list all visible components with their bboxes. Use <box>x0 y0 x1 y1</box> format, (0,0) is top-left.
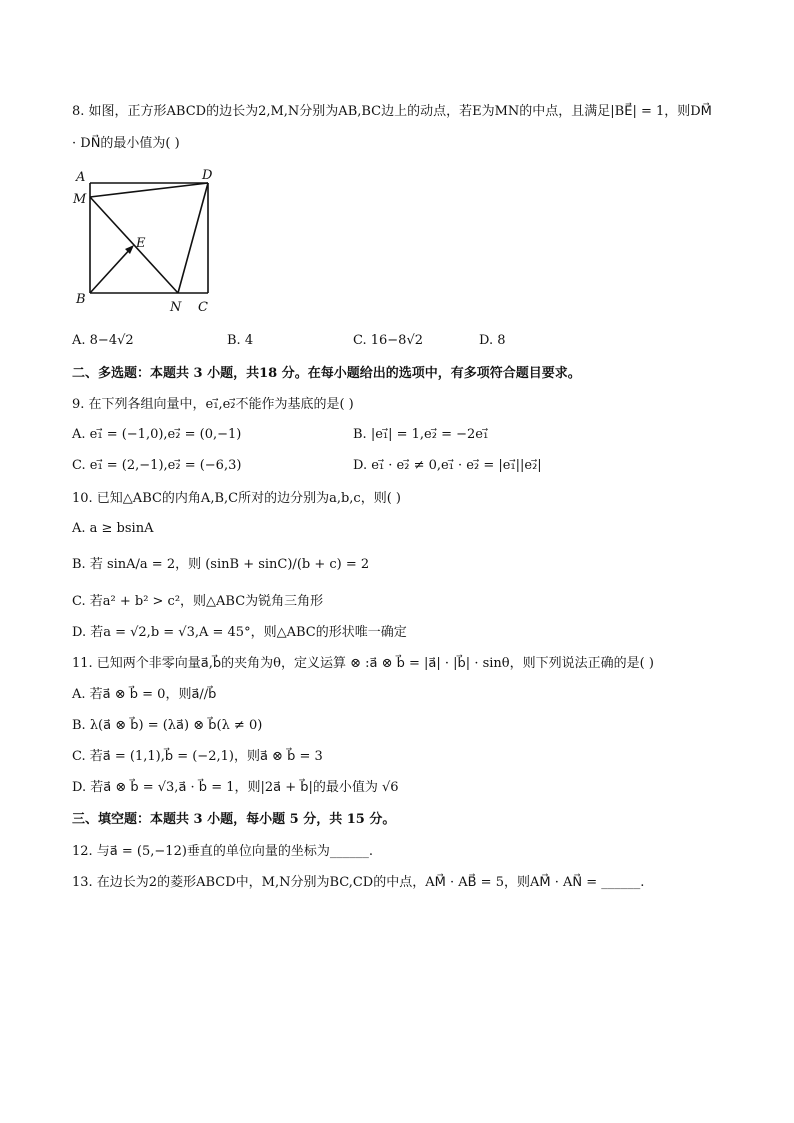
q8-option-c: C. 16−8√2 <box>353 333 424 348</box>
q9-option-d: D. e₁⃗ · e₂⃗ ≠ 0,e₁⃗ · e₂⃗ = |e₁⃗||e₂⃗| <box>353 458 542 473</box>
q12-stem: 12. 与a⃗ = (5,−12)垂直的单位向量的坐标为______. <box>72 844 374 859</box>
section-2-heading: 二、多选题：本题共 3 小题，共18 分。在每小题给出的选项中，有多项符合题目要求。 <box>72 366 581 381</box>
label-m: M <box>73 192 87 207</box>
q10-option-a: A. a ≥ bsinA <box>72 521 154 536</box>
q11-stem: 11. 已知两个非零向量a⃗,b⃗的夹角为θ，定义运算 ⊗ :a⃗ ⊗ b⃗ = |a⃗| · |b⃗| · sinθ，则下列说法正确的是( ) <box>72 656 654 671</box>
q8-option-a: A. 8−4√2 <box>72 333 134 348</box>
q8-option-d: D. 8 <box>479 333 506 348</box>
q9-option-b: B. |e₁⃗| = 1,e₂⃗ = −2e₁⃗ <box>353 427 489 442</box>
q10-option-d: D. 若a = √2,b = √3,A = 45°，则△ABC的形状唯一确定 <box>72 625 407 640</box>
q8-square-figure <box>70 165 230 317</box>
q8-stem-line1: 8. 如图，正方形ABCD的边长为2,M,N分别为AB,BC边上的动点，若E为MN的中点，且满足|BE⃗| = 1，则DM⃗ <box>72 104 712 119</box>
q11-option-a: A. 若a⃗ ⊗ b⃗ = 0，则a⃗//b⃗ <box>72 687 217 702</box>
label-d: D <box>202 168 213 183</box>
q9-option-c: C. e₁⃗ = (2,−1),e₂⃗ = (−6,3) <box>72 458 242 473</box>
q9-option-a: A. e₁⃗ = (−1,0),e₂⃗ = (0,−1) <box>72 427 242 442</box>
q8-option-b: B. 4 <box>227 333 254 348</box>
segment-dn <box>178 183 208 293</box>
q10-option-b: B. 若 sinA/a = 2，则 (sinB + sinC)/(b + c) = 2 <box>72 557 370 572</box>
label-e: E <box>136 236 146 251</box>
label-a: A <box>76 170 86 185</box>
q9-stem: 9. 在下列各组向量中，e₁⃗,e₂⃗不能作为基底的是( ) <box>72 397 354 412</box>
q11-option-d: D. 若a⃗ ⊗ b⃗ = √3,a⃗ · b⃗ = 1，则|2a⃗ + b⃗|的最小值为 √6 <box>72 780 399 795</box>
q13-stem: 13. 在边长为2的菱形ABCD中，M,N分别为BC,CD的中点，AM⃗ · AB⃗ = 5，则AM⃗ · AN⃗ = ______. <box>72 875 645 890</box>
label-n: N <box>170 300 182 315</box>
vector-be <box>90 247 132 293</box>
q10-option-c: C. 若a² + b² > c²，则△ABC为锐角三角形 <box>72 594 324 609</box>
section-3-heading: 三、填空题：本题共 3 小题，每小题 5 分，共 15 分。 <box>72 812 396 827</box>
segment-dm <box>90 183 208 197</box>
q11-option-c: C. 若a⃗ = (1,1),b⃗ = (−2,1)，则a⃗ ⊗ b⃗ = 3 <box>72 749 323 764</box>
q11-option-b: B. λ(a⃗ ⊗ b⃗) = (λa⃗) ⊗ b⃗(λ ≠ 0) <box>72 718 263 733</box>
q8-stem-line2: · DN⃗的最小值为( ) <box>72 136 180 151</box>
label-c: C <box>198 300 208 315</box>
label-b: B <box>76 292 86 307</box>
q10-stem: 10. 已知△ABC的内角A,B,C所对的边分别为a,b,c，则( ) <box>72 491 401 506</box>
